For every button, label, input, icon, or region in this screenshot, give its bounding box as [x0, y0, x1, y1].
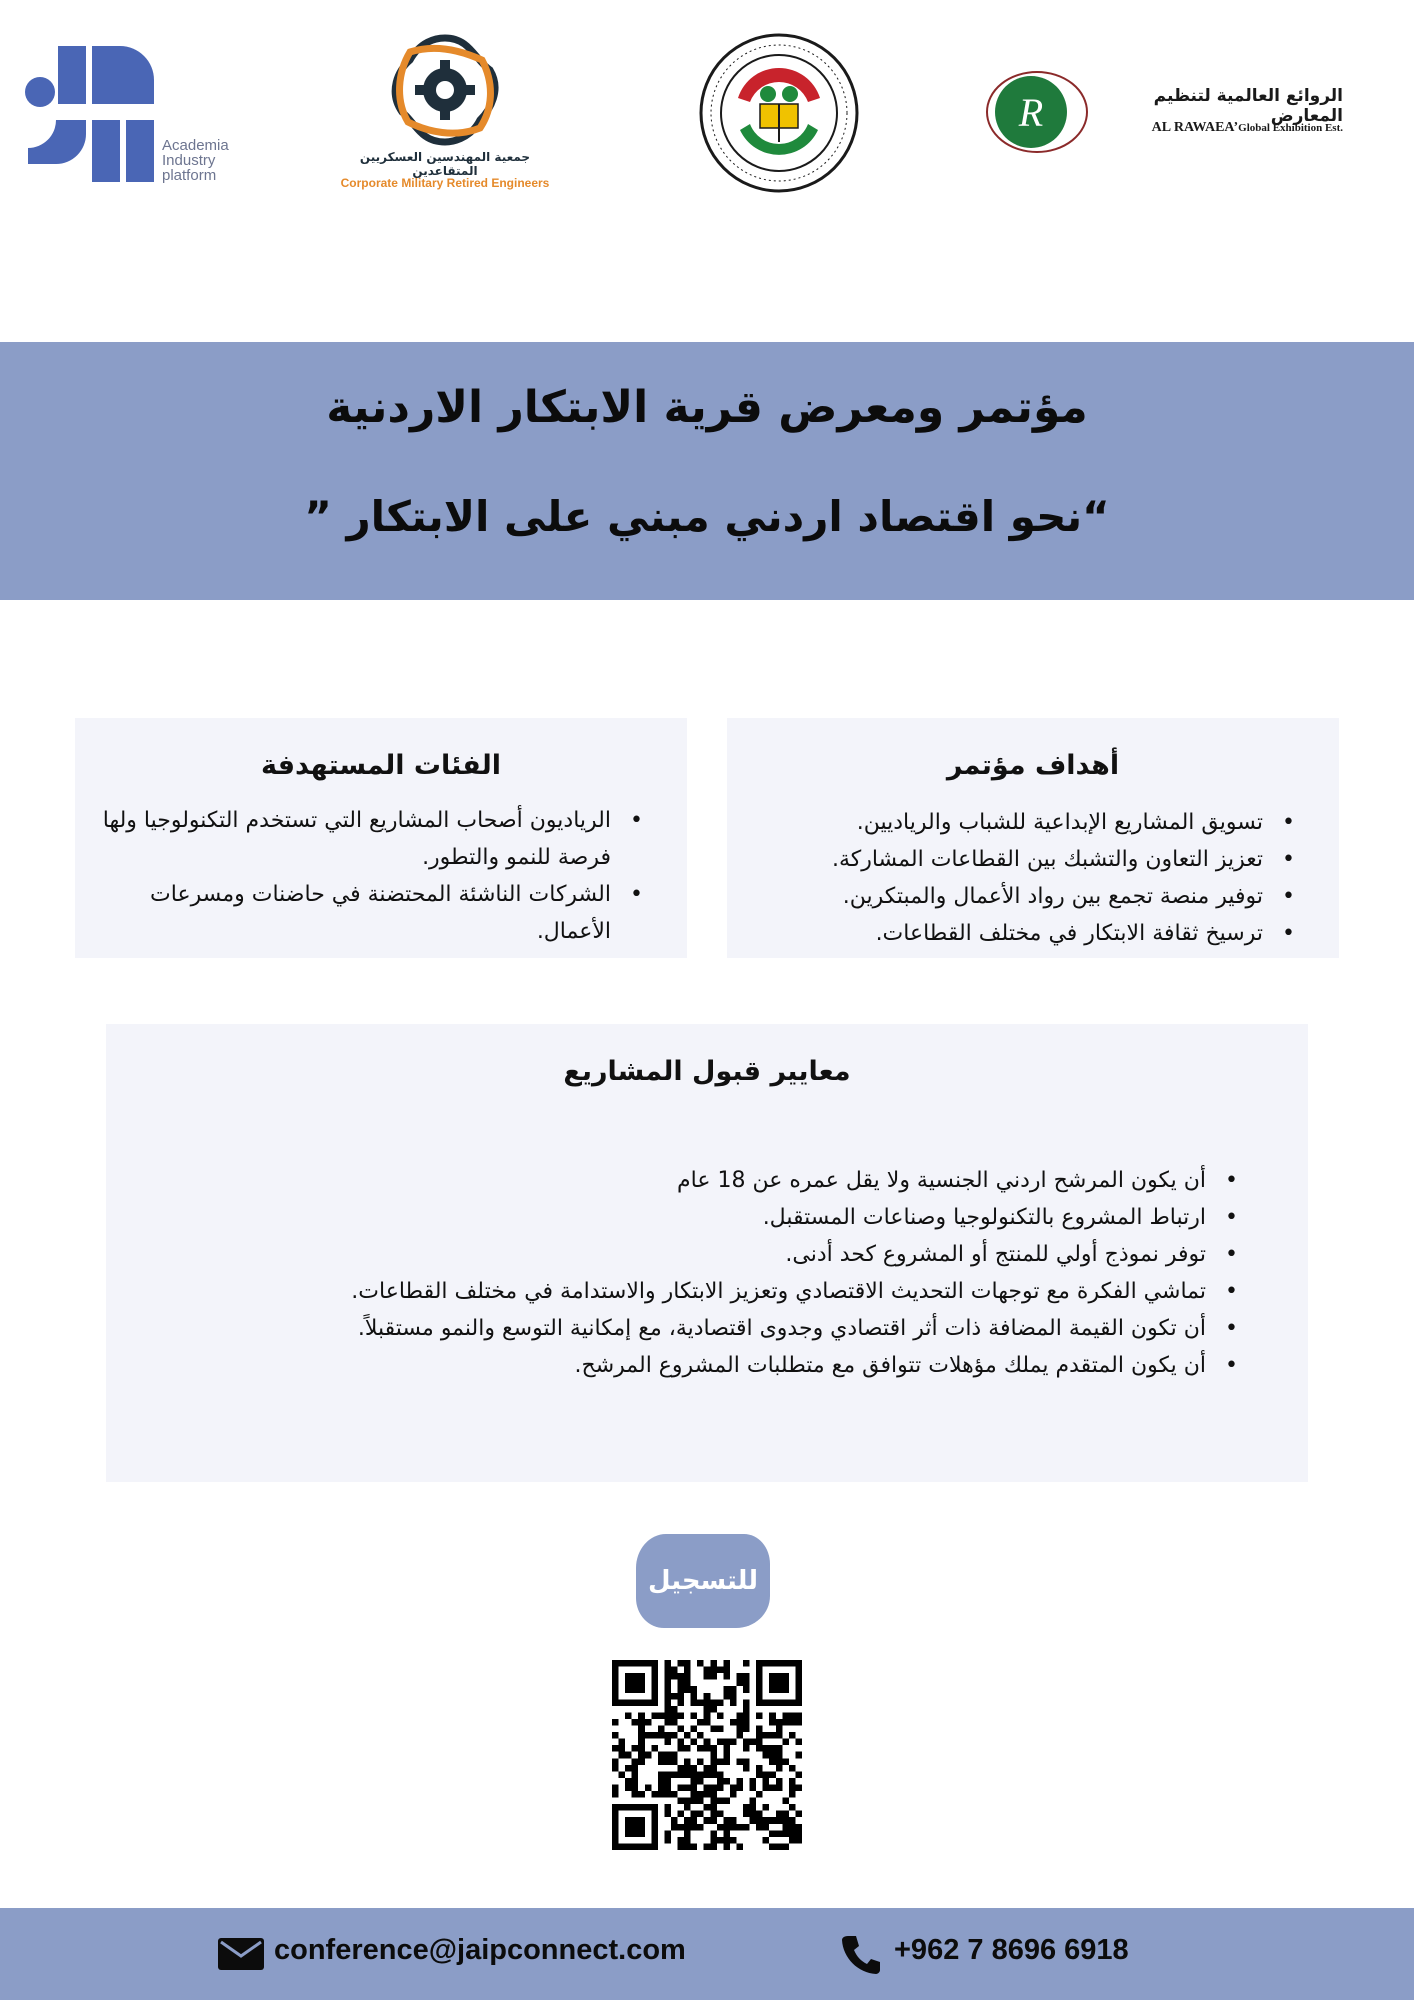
seal-icon — [698, 32, 860, 194]
goals-list — [832, 804, 1303, 952]
research-society-seal-logo — [698, 32, 860, 194]
conference-title: مؤتمر ومعرض قرية الابتكار الاردنية — [326, 382, 1088, 433]
al-rawaea-logo — [985, 66, 1345, 156]
cmre-english-name: Corporate Military Retired Engineers — [340, 176, 550, 190]
target-list — [75, 802, 651, 950]
criteria-item: • تماشي الفكرة مع توجهات التحديث الاقتصادي وتعزيز الابتكار والاستدامة في مختلف القطاعات. — [351, 1273, 1246, 1310]
acceptance-criteria-card — [106, 1024, 1308, 1482]
criteria-item: • ارتباط المشروع بالتكنولوجيا وصناعات المستقبل. — [351, 1199, 1246, 1236]
military-retired-engineers-logo — [330, 30, 560, 200]
aip-logo-mark-icon — [20, 44, 160, 184]
cmre-arabic-name: جمعية المهندسين العسكريين المتقاعدين — [359, 150, 531, 178]
goals-item: • تعزيز التعاون والتشبك بين القطاعات المشاركة. — [832, 841, 1303, 878]
rawaea-english-name — [1093, 120, 1343, 136]
svg-text:R: R — [1018, 90, 1044, 135]
envelope-icon — [218, 1938, 264, 1970]
contact-footer — [0, 1908, 1414, 2000]
criteria-item: • أن يكون المرشح اردني الجنسية ولا يقل عمره عن 18 عام — [351, 1162, 1246, 1199]
aip-line-3: platform — [162, 167, 217, 184]
criteria-item: • أن يكون المتقدم يملك مؤهلات تتوافق مع متطلبات المشروع المرشح. — [351, 1347, 1246, 1384]
rawaea-english-sub: Global Exhibition Est. — [1238, 122, 1343, 134]
criteria-list — [351, 1162, 1246, 1384]
target-heading: الفئات المستهدفة — [261, 750, 501, 781]
goals-heading: أهداف مؤتمر — [946, 750, 1120, 781]
register-button[interactable]: للتسجيل — [636, 1534, 770, 1628]
aip-logo-text — [162, 138, 229, 183]
goals-item: • توفير منصة تجمع بين رواد الأعمال والمبتكرين. — [832, 878, 1303, 915]
aip-line-2: Industry — [162, 152, 216, 169]
target-item: • الرياديون أصحاب المشاريع التي تستخدم التكنولوجيا ولها فرصة للنمو والتطور. — [75, 802, 651, 876]
goals-item: • تسويق المشاريع الإبداعية للشباب والرياديين. — [832, 804, 1303, 841]
target-groups-card — [75, 718, 687, 958]
contact-email[interactable]: conference@jaipconnect.com — [274, 1934, 686, 1966]
qr-code-icon — [612, 1660, 802, 1850]
conference-goals-card — [727, 718, 1339, 958]
academia-industry-platform-logo — [20, 44, 230, 184]
rawaea-arabic-name: الروائع العالمية لتنظيم المعارض — [1153, 86, 1343, 126]
criteria-heading: معايير قبول المشاريع — [563, 1056, 851, 1087]
conference-slogan: “نحو اقتصاد اردني مبني على الابتكار ” — [304, 492, 1110, 541]
criteria-item: • توفر نموذج أولي للمنتج أو المشروع كحد أدنى. — [351, 1236, 1246, 1273]
rawaea-emblem-icon — [985, 66, 1089, 156]
registration-qr-code[interactable] — [612, 1660, 802, 1850]
goals-item: • ترسيخ ثقافة الابتكار في مختلف القطاعات. — [832, 915, 1303, 952]
aip-line-1: Academia — [162, 137, 229, 154]
rawaea-english-main: AL RAWAEA’ — [1151, 120, 1239, 135]
criteria-item: • أن تكون القيمة المضافة ذات أثر اقتصادي وجدوى اقتصادية، مع إمكانية التوسع والنمو مستقبلاً. — [351, 1310, 1246, 1347]
contact-phone[interactable]: +962 7 8696 6918 — [894, 1934, 1129, 1966]
title-banner — [0, 342, 1414, 600]
target-item: • الشركات الناشئة المحتضنة في حاضنات ومسرعات الأعمال. — [75, 876, 651, 950]
phone-icon — [842, 1934, 880, 1974]
gear-icon — [380, 30, 510, 150]
